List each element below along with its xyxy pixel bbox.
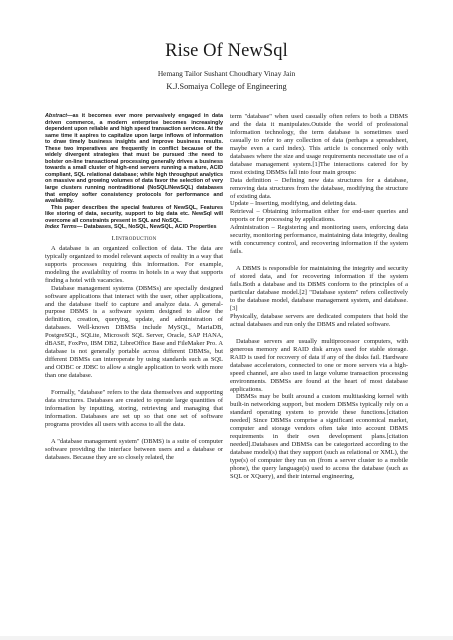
right-paragraph-1: term "database" when used casually often refers to both a DBMS and the data it manipulates.Outside the world of professional information technology, the term database is sometimes used casually to refer to any collection of data (perhaps a spreadsheet, maybe even a card index). This article is concerned only with databases where the size and usage requirements necessitate use of a database management system.[1]The interactions catered for by most existing DBMSs fall into four main groups:: [230, 113, 408, 176]
intro-paragraph-1: A database is an organized collection of data. The data are typically organized to model relevant aspects of reality in a way that supports processes requiring this information. For example, modeling the availability of rooms in hotels in a way that supports finding a hotel with vacancies.: [45, 244, 223, 284]
paper-title: Rise Of NewSql: [165, 41, 288, 61]
right-paragraph-3: Physically, database servers are dedicated computers that hold the actual databases and run only the DBMS and related software.: [230, 312, 408, 328]
left-column: [45, 113, 223, 635]
right-column: [230, 113, 408, 635]
index-terms-text: — Databases, SQL, NoSQL, NewSQL, ACID Properties: [76, 224, 217, 231]
section-heading-introduction: I.Introduction: [111, 234, 157, 242]
author-list: Hemang Tailor Sushant Choudhary Vinay Jain: [157, 69, 296, 78]
list-item-retrieval: Retrieval – Obtaining information either for end-user queries and reports or for processing by applications.: [230, 208, 408, 224]
right-paragraph-4: Database servers are usually multiprocessor computers, with generous memory and RAID disk arrays used for stable storage. RAID is used for recovery of data if any of the disks fail. Hardware database accelerators, connected to one or more servers via a high-speed channel, are also used in large volume transaction processing environments. DBMSs are found at the heart of most database applications.: [230, 337, 408, 393]
right-paragraph-2: A DBMS is responsible for maintaining the integrity and security of stored data, and for recovering information if the system fails.Both a database and its DBMS conform to the principles of a particular database model.[2] "Database system" refers collectively to the database model, database management system, and database.[3]: [230, 265, 408, 312]
affiliation: K.J.Somaiya College of Engineering: [166, 82, 287, 91]
abstract-paragraph-2: This paper describes the special features of NewSQL, Features like storing of data, security, support to big data etc. NewSql will overcome all constraints present in SQL and NoSQL.: [45, 204, 223, 224]
right-paragraph-5: DBMSs may be built around a custom multitasking kernel with built-in networking support, but modern DBMSs typically rely on a standard operating system to provide these functions.[citation needed] Since DBMSs comprise a significant economical market, computer and storage vendors often take into account DBMS requirements in their own development plans.[citation needed].Databases and DBMSs can be categorized according to the database model(s) that they support (such as relational or XML), the type(s) of computer they run on (from a server cluster to a mobile phone), the query language(s) used to access the database (such as SQL or XQuery), and their internal engineering,: [230, 393, 408, 480]
page-bottom-edge: [0, 636, 453, 640]
right-column-body: [230, 113, 408, 481]
abstract-paragraph: [45, 113, 223, 205]
intro-paragraph-2: Database management systems (DBMSs) are specially designed software applications that interact with the user, other applications, and the database itself to capture and analyze data. A general-purpose DBMS is a software system designed to allow the definition, creation, querying, update, and administration of databases. Well-known DBMSs include MySQL, MariaDB, PostgreSQL, SQLite, Microsoft SQL Server, Oracle, SAP HANA, dBASE, FoxPro, IBM DB2, LibreOffice Base and FileMaker Pro. A database is not generally portable across different DBMSs, but different DBMSs can interoperate by using standards such as SQL and ODBC or JDBC to allow a single application to work with more than one database.: [45, 284, 223, 380]
list-item-administration: Administration – Registering and monitoring users, enforcing data security, monitoring performance, maintaining data integrity, dealing with concurrency control, and recovering information if the system fails.: [230, 224, 408, 256]
index-terms: [45, 224, 223, 231]
list-item-update: Update – Inserting, modifying, and deleting data.: [230, 200, 357, 208]
abstract-block: [45, 113, 223, 231]
index-terms-label: Index Terms: [45, 224, 77, 231]
intro-paragraph-4: A "database management system" (DBMS) is a suite of computer software providing the interface between users and a database or databases. Because they are so closely related, the: [45, 437, 223, 461]
list-item-data-definition: Data definition – Defining new data structures for a database, removing data structures from the database, modifying the structure of existing data.: [230, 176, 408, 200]
introduction-body: [45, 245, 223, 462]
abstract-label: Abstract: [45, 113, 68, 119]
intro-paragraph-3: Formally, "database" refers to the data themselves and supporting data structures. Databases are created to operate large quantities of information by inputting, storing, retrieving and managing that information. Databases are set up so that one set of software programs provides all users with access to all the data.: [45, 389, 223, 428]
abstract-text: —as it becomes ever more pervasively engaged in data driven commerce, a modern enterprise becomes increasingly dependent upon reliable and high speed transaction services. At the same time it aspires to capitalize upon large inflows of information to draw timely business insights and improve business results. These two imperatives are frequently in conflict because of the widely divergent strategies that must be pursued :the need to bolster on-line transactional processing generally drives a business towards a small cluster of high-end servers running a mature, ACID compliant, SQL relational database; while high throughput analytics on massive and growing volumes of data favor the selection of very large clusters running nontraditional (NoSQL/NewSQL) databases that employ softer consistency protocols for performance and availability.: [45, 113, 223, 205]
